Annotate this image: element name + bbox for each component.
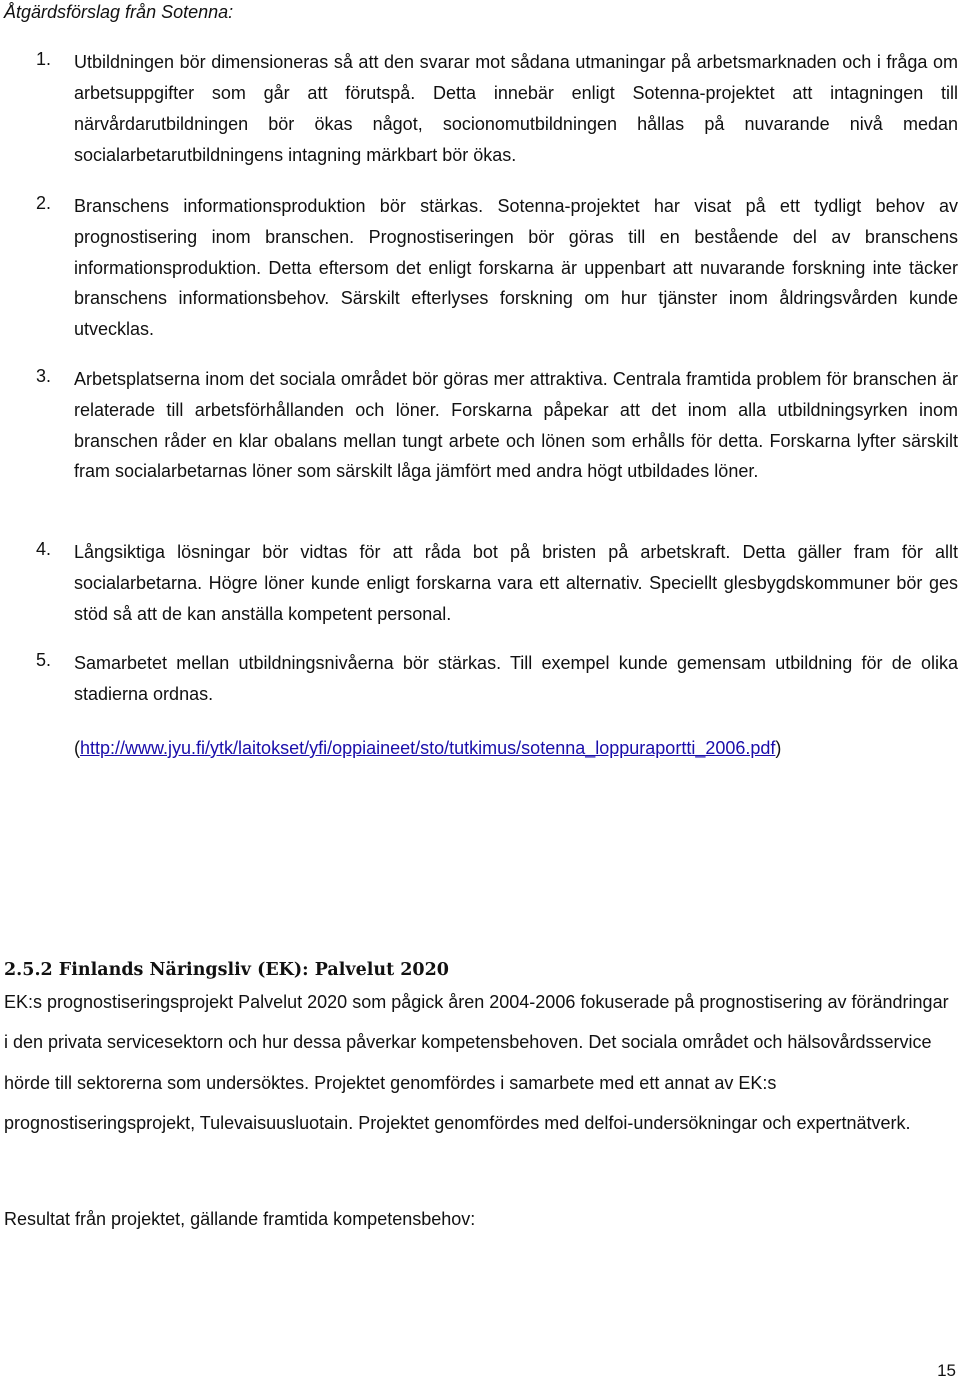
list-item: Utbildningen bör dimensioneras så att den svarar mot sådana utmaningar på arbetsmarknaden och i fråga om arbetsuppgifter som går att förutspå. Detta innebär enligt Sotenna-projektet att intagningen till närvårdarutbildningen bör ökas något, socionomutbildningen hållas på nuvarande nivå medan socialarbetarutbildningens intagning märkbart bör ökas. (74, 52, 958, 165)
list-number: 3. (36, 366, 52, 386)
list-number: 1. (36, 49, 52, 69)
paren-open: ( (74, 738, 80, 758)
list-item: Arbetsplatserna inom det sociala området bör göras mer attraktiva. Centrala framtida problem för branschen är relaterade till arbetsförhållanden och löner. Forskarna påpekar att det inom alla utbildningsyrken inom branschen råder en klar obalans mellan tungt arbete och lönen som erhålls för detta. Forskarna lyfter särskilt fram socialarbetarnas löner som särskilt låga jämfört med andra högt utbildades löner. (74, 369, 958, 482)
list-item: Långsiktiga lösningar bör vidtas för att råda bot på bristen på arbetskraft. Detta gäller fram för allt socialarbetarna. Högre löner kunde enligt forskarna vara ett alternativ. Speciellt glesbygdskommuner bör ges stöd så att de kan anställa kompetent personal. (74, 542, 958, 624)
list-item: Samarbetet mellan utbildningsnivåerna bör stärkas. Till exempel kunde gemensam utbildning för de olika stadierna ordnas. (74, 653, 958, 704)
intro-heading: Åtgärdsförslag från Sotenna: (4, 2, 234, 22)
page-number: 15 (937, 1361, 956, 1380)
source-reference (74, 738, 781, 759)
source-url-link[interactable]: http://www.jyu.fi/ytk/laitokset/yfi/oppiaineet/sto/tutkimus/sotenna_loppuraportti_2006.pdf (80, 738, 776, 758)
list-number: 2. (36, 193, 52, 213)
paren-close: ) (775, 738, 782, 758)
list-number: 4. (36, 539, 52, 559)
section-paragraph: EK:s prognostiseringsprojekt Palvelut 2020 som pågick åren 2004-2006 fokuserade på prognostisering av förändringar i den privata servicesektorn och hur dessa påverkar kompetensbehoven. Det sociala området och hälsovårdsservice hörde till sektorerna som undersöktes. Projektet genomfördes i samarbete med ett annat av EK:s prognostiseringsprojekt, Tulevaisuusluotain. Projektet genomfördes med delfoi-undersökningar och expertnätverk. (4, 992, 949, 1134)
list-item: Branschens informationsproduktion bör stärkas. Sotenna-projektet har visat på ett tydligt behov av prognostisering inom branschen. Prognostiseringen bör göras till en bestående del av branschens informationsproduktion. Detta eftersom det enligt forskarna är uppenbart att nuvarande forskning inte täcker branschens informationsbehov. Särskilt efterlyses forskning om hur tjänster inom åldringsvården kunde utvecklas. (74, 196, 958, 340)
section-heading: 2.5.2 Finlands Näringsliv (EK): Palvelut 2020 (4, 960, 449, 980)
results-label: Resultat från projektet, gällande framtida kompetensbehov: (4, 1209, 476, 1229)
list-number: 5. (36, 650, 52, 670)
